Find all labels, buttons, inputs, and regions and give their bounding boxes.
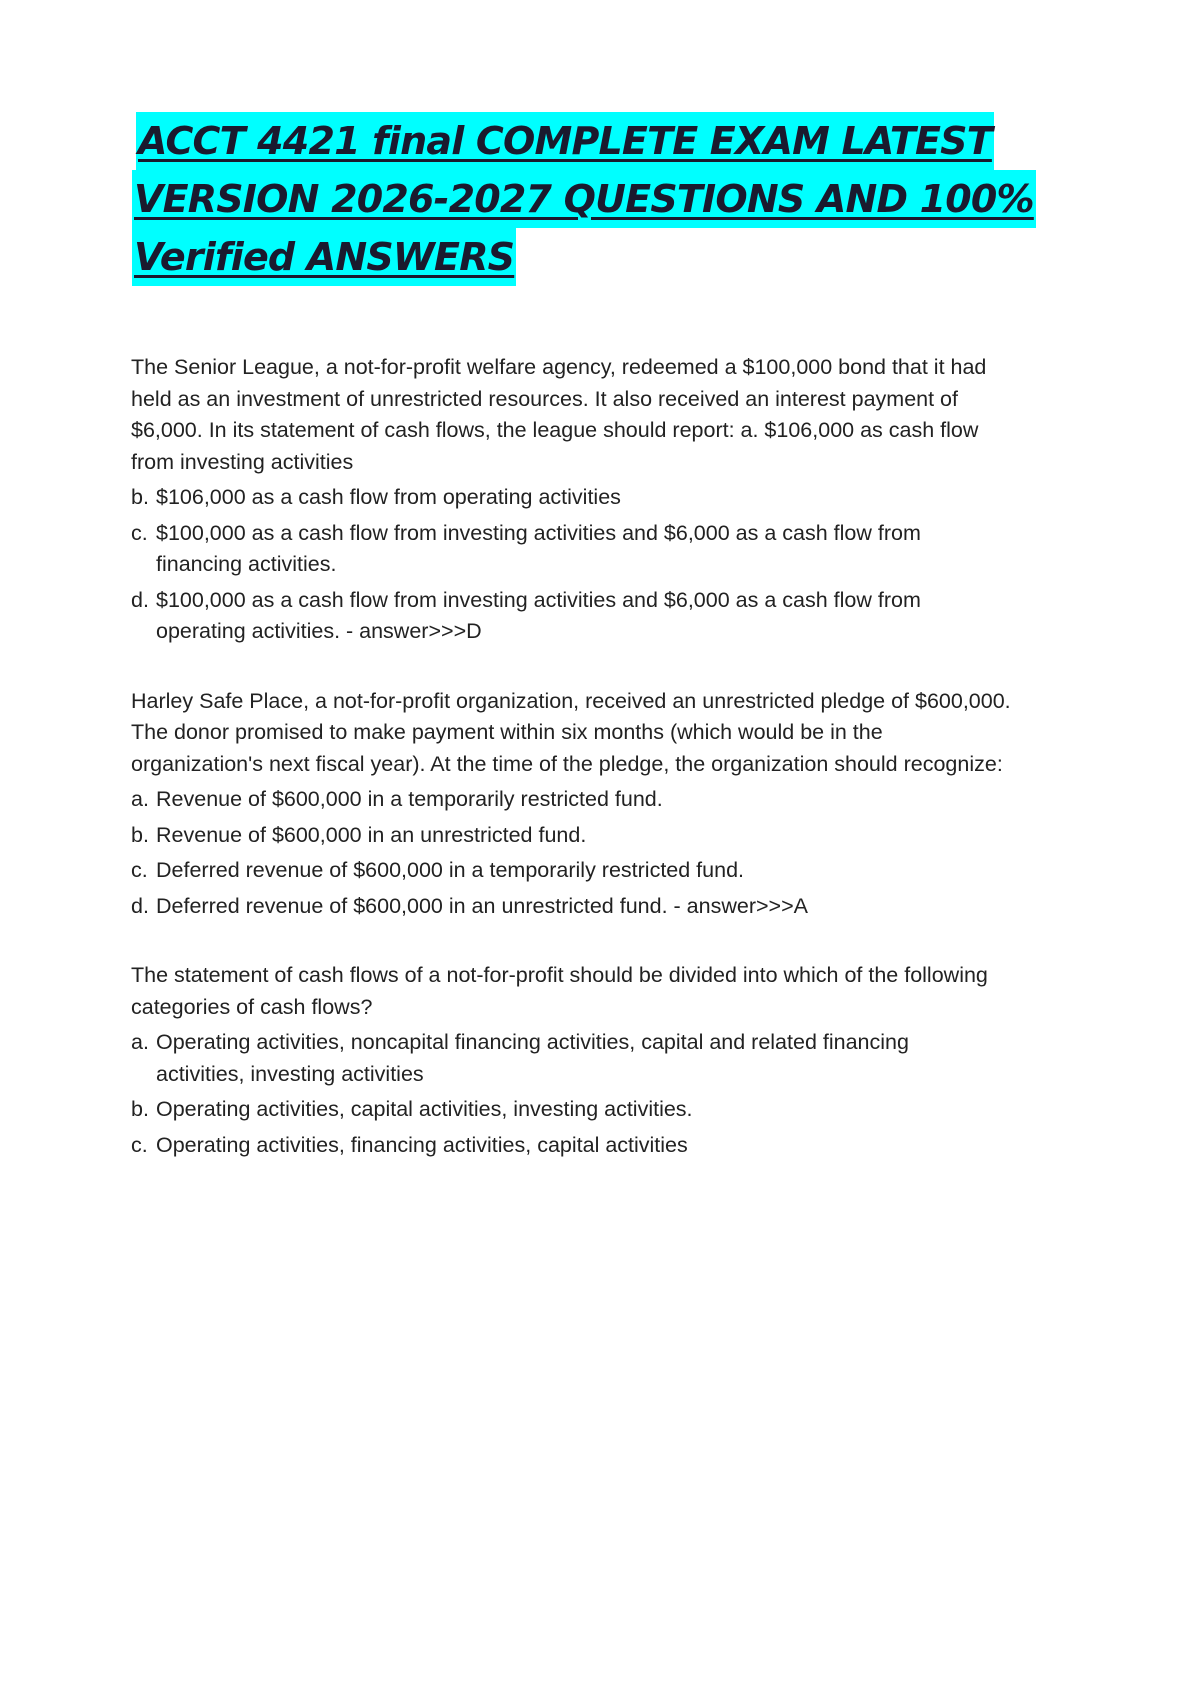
option-text: Operating activities, capital activities, investing activities. — [156, 1097, 693, 1121]
title-line-2: VERSION 2026-2027 QUESTIONS AND 100% — [132, 170, 1036, 228]
option-letter: b. — [131, 822, 149, 847]
answer-option — [131, 1094, 1011, 1126]
option-letter: c. — [131, 520, 148, 545]
option-letter: b. — [131, 485, 149, 509]
title-line-3: Verified ANSWERS — [132, 228, 516, 286]
document-title — [132, 112, 1032, 286]
question-text: Harley Safe Place, a not-for-profit organization, received an unrestricted pledge of $600,000. The donor promised to make payment within six months (which would be in the organization's next fiscal year). At the time of the pledge, the organization should recognize: — [131, 688, 1011, 776]
question-2 — [131, 686, 1011, 923]
option-text: $106,000 as a cash flow from operating activities — [156, 485, 621, 509]
question-1 — [131, 352, 1011, 648]
option-letter: d. — [131, 587, 149, 612]
answer-option — [131, 482, 1011, 514]
option-letter: c. — [131, 858, 148, 882]
question-text: The Senior League, a not-for-profit welfare agency, redeemed a $100,000 bond that it had held as an investment of unrestricted resources. It also received an interest payment of $6,000. In its statement of cash flows, the league should report: a. $106,000 as cash flow from investing activities — [131, 355, 987, 474]
option-text: Deferred revenue of $600,000 in a temporarily restricted fund. — [156, 858, 744, 882]
question-3 — [131, 960, 1011, 1161]
answer-option — [131, 1130, 1011, 1162]
option-text: Deferred revenue of $600,000 in an unrestricted fund. - answer>>>A — [156, 893, 808, 918]
option-text: $100,000 as a cash flow from investing activities and $6,000 as a cash flow from financing activities. — [156, 520, 921, 576]
option-text: Revenue of $600,000 in an unrestricted fund. — [156, 822, 587, 847]
option-letter: a. — [131, 1030, 149, 1054]
option-letter: d. — [131, 893, 149, 918]
option-text: Revenue of $600,000 in a temporarily restricted fund. — [156, 787, 663, 811]
title-line-1: ACCT 4421 final COMPLETE EXAM LATEST — [136, 112, 994, 170]
option-text: $100,000 as a cash flow from investing activities and $6,000 as a cash flow from operating activities. - answer>>>D — [156, 587, 921, 643]
option-letter: a. — [131, 787, 149, 811]
answer-option — [131, 585, 1011, 648]
answer-option — [131, 518, 1011, 581]
option-text: Operating activities, financing activities, capital activities — [156, 1132, 688, 1157]
option-letter: b. — [131, 1097, 149, 1121]
answer-option — [131, 784, 1011, 816]
answer-option — [131, 1027, 1011, 1090]
answer-option — [131, 891, 1011, 923]
option-letter: c. — [131, 1132, 148, 1157]
answer-option — [131, 855, 1011, 887]
questions-list — [131, 352, 1011, 1199]
question-text: The statement of cash flows of a not-for-profit should be divided into which of the following categories of cash flows? — [131, 963, 988, 1019]
option-text: Operating activities, noncapital financing activities, capital and related financing activities, investing activities — [156, 1030, 909, 1086]
answer-option — [131, 820, 1011, 852]
